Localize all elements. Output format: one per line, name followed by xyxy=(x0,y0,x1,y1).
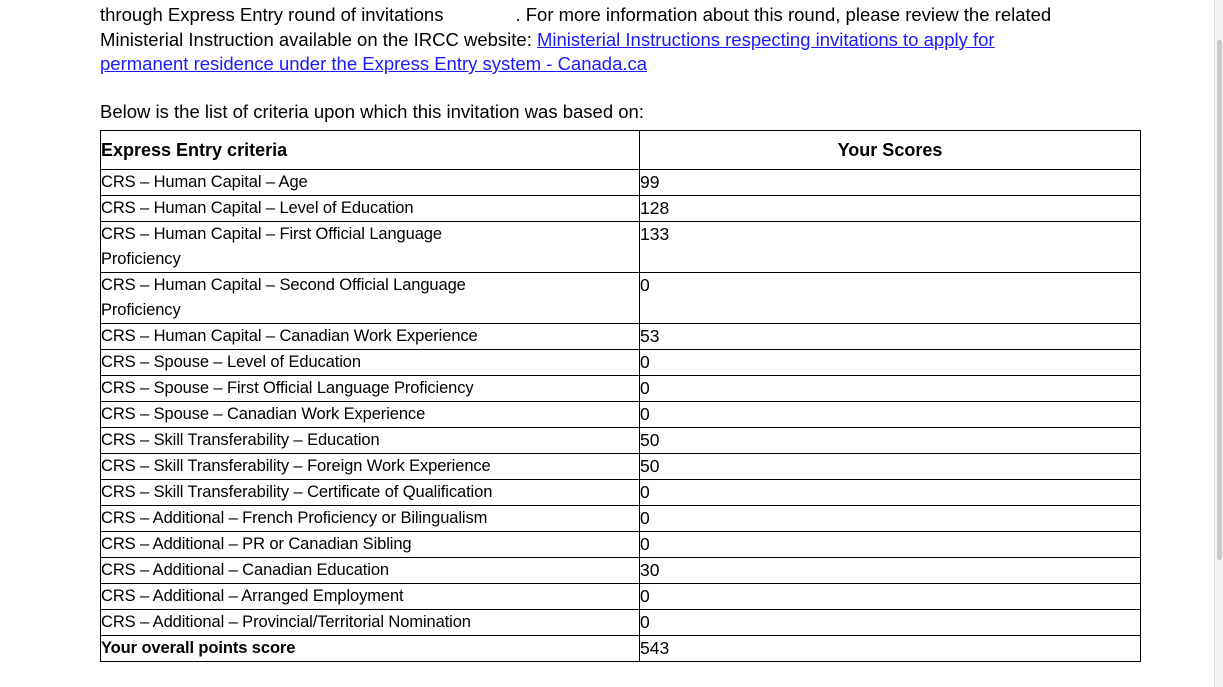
criteria-cell: CRS – Skill Transferability – Foreign Work Experience xyxy=(101,454,640,480)
score-cell: 133 xyxy=(640,222,1141,273)
total-score-row xyxy=(101,636,1141,662)
criteria-table-body xyxy=(101,170,1141,662)
table-row xyxy=(101,196,1141,222)
table-row xyxy=(101,558,1141,584)
criteria-cell: CRS – Additional – Canadian Education xyxy=(101,558,640,584)
total-label-cell: Your overall points score xyxy=(101,636,640,662)
total-score-cell: 543 xyxy=(640,636,1141,662)
table-row xyxy=(101,480,1141,506)
table-row xyxy=(101,376,1141,402)
scrollbar-thumb[interactable] xyxy=(1217,40,1222,560)
ircc-website-text: Ministerial Instruction available on the IRCC website: xyxy=(100,28,537,50)
criteria-cell: CRS – Spouse – Level of Education xyxy=(101,350,640,376)
round-text-start: through Express Entry round of invitations xyxy=(100,4,444,25)
paragraph-line-3 xyxy=(100,52,1180,77)
criteria-cell: CRS – Human Capital – First Official Language Proficiency xyxy=(101,222,640,273)
criteria-cell: CRS – Human Capital – Second Official Language Proficiency xyxy=(101,273,640,324)
score-cell: 0 xyxy=(640,584,1141,610)
scores-column-header: Your Scores xyxy=(640,131,1141,170)
paragraph-line-2 xyxy=(100,28,1180,53)
table-row xyxy=(101,324,1141,350)
criteria-column-header: Express Entry criteria xyxy=(101,131,640,170)
table-row xyxy=(101,350,1141,376)
score-cell: 0 xyxy=(640,532,1141,558)
paragraph-line-1 xyxy=(100,3,1180,28)
score-cell: 50 xyxy=(640,428,1141,454)
criteria-cell: CRS – Human Capital – Age xyxy=(101,170,640,196)
table-row xyxy=(101,584,1141,610)
table-row xyxy=(101,610,1141,636)
score-cell: 50 xyxy=(640,454,1141,480)
score-cell: 0 xyxy=(640,402,1141,428)
table-header-row xyxy=(101,131,1141,170)
criteria-cell: CRS – Additional – Provincial/Territorial Nomination xyxy=(101,610,640,636)
score-cell: 30 xyxy=(640,558,1141,584)
score-cell: 0 xyxy=(640,506,1141,532)
score-cell: 99 xyxy=(640,170,1141,196)
score-cell: 53 xyxy=(640,324,1141,350)
criteria-cell: CRS – Additional – French Proficiency or Bilingualism xyxy=(101,506,640,532)
score-cell: 128 xyxy=(640,196,1141,222)
round-info-paragraph xyxy=(100,3,1180,77)
score-cell: 0 xyxy=(640,480,1141,506)
score-cell: 0 xyxy=(640,350,1141,376)
score-cell: 0 xyxy=(640,273,1141,324)
table-row xyxy=(101,532,1141,558)
table-row xyxy=(101,273,1141,324)
criteria-scores-table xyxy=(100,130,1141,662)
ministerial-instructions-link[interactable]: Ministerial Instructions respecting invitations to apply for xyxy=(537,28,995,50)
table-row xyxy=(101,454,1141,480)
table-row xyxy=(101,506,1141,532)
table-row xyxy=(101,402,1141,428)
criteria-cell: CRS – Skill Transferability – Education xyxy=(101,428,640,454)
criteria-cell: CRS – Additional – PR or Canadian Sibling xyxy=(101,532,640,558)
score-cell: 0 xyxy=(640,610,1141,636)
table-row xyxy=(101,428,1141,454)
criteria-cell: CRS – Spouse – First Official Language Proficiency xyxy=(101,376,640,402)
criteria-cell: CRS – Skill Transferability – Certificate of Qualification xyxy=(101,480,640,506)
criteria-cell: CRS – Human Capital – Canadian Work Experience xyxy=(101,324,640,350)
table-row xyxy=(101,222,1141,273)
criteria-intro-text: Below is the list of criteria upon which this invitation was based on: xyxy=(100,101,644,122)
table-row xyxy=(101,170,1141,196)
criteria-cell: CRS – Additional – Arranged Employment xyxy=(101,584,640,610)
ministerial-instructions-link-continued[interactable]: permanent residence under the Express Entry system - Canada.ca xyxy=(100,53,648,74)
criteria-cell: CRS – Human Capital – Level of Education xyxy=(101,196,640,222)
criteria-cell: CRS – Spouse – Canadian Work Experience xyxy=(101,402,640,428)
score-cell: 0 xyxy=(640,376,1141,402)
round-text-end: . For more information about this round, please review the related xyxy=(515,4,1052,25)
vertical-scrollbar[interactable] xyxy=(1214,0,1223,687)
